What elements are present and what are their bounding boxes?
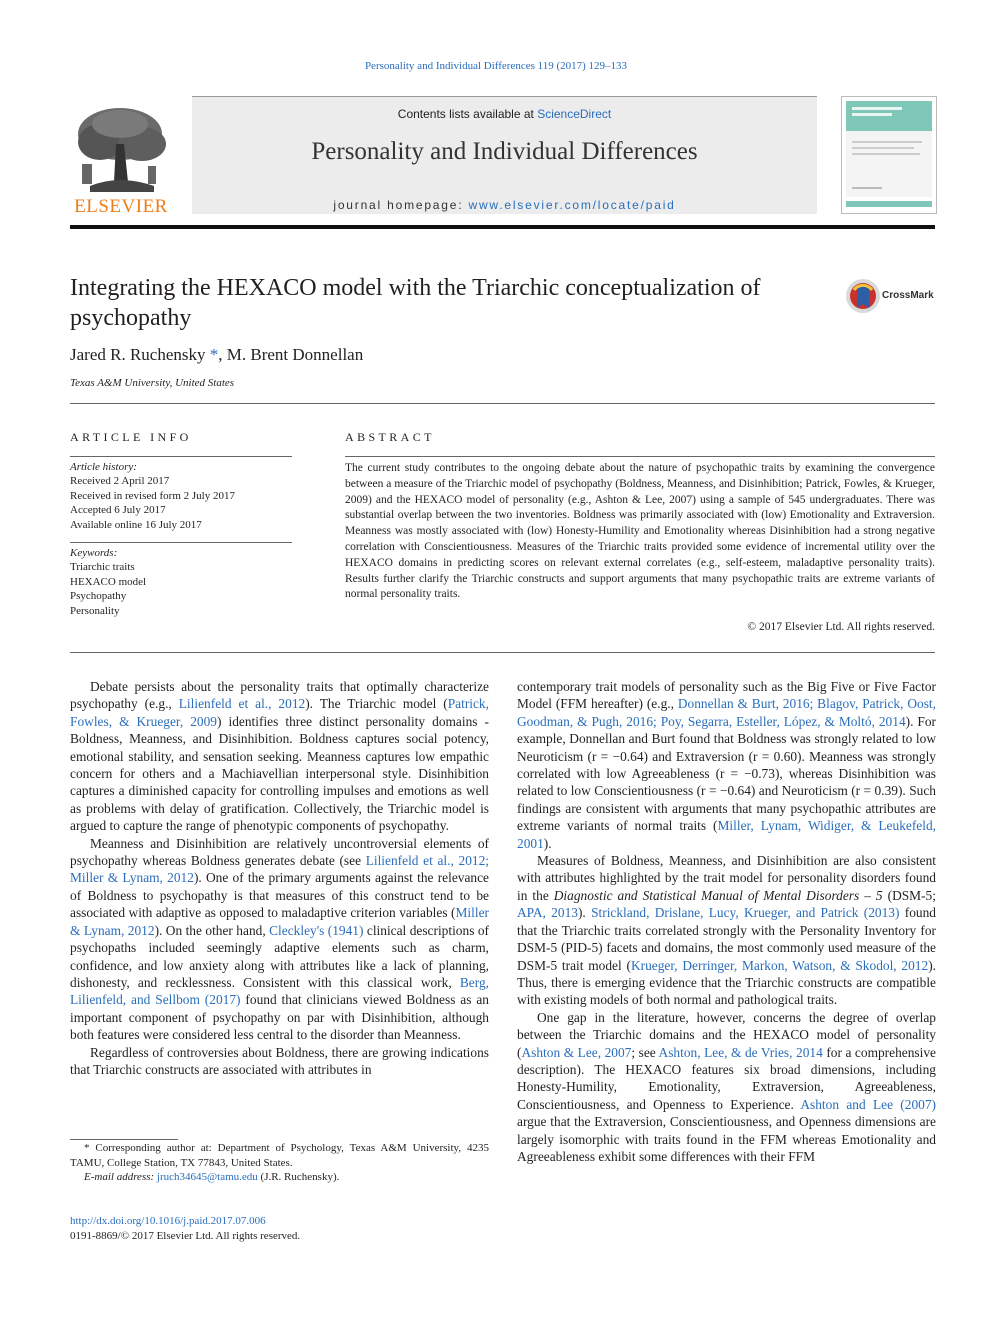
citation-link[interactable]: Berg, Lilienfeld, and Sellbom (2017) bbox=[70, 974, 489, 1008]
paragraph: contemporary trait models of personality such as the Big Five or Five Factor Model (FFM hereafter) (e.g., Donnellan & Burt, 2016; Blagov, Patrick, Oost, Goodman, & Pugh, 2016; Poy, Segarra, Esteller, López, & Moltó, 2014). For example, Donnellan and Burt found that Boldness was strongly related to low Neuroticism (r = −0.64) and Extraversion (r = 0.60). Meanness was strongly correlated with low Agreeableness (r = −0.73), whereas Disinhibition was related to low Conscientiousness (r = −0.64) and Neuroticism (r = 0.39). Such findings are consistent with arguments that many psychopathic attributes are extreme variants of normal traits (Miller, Lynam, Widiger, & Leukefeld, 2001). bbox=[517, 679, 936, 851]
body-column-right bbox=[517, 678, 936, 1165]
citation-link[interactable]: Lilienfeld et al., 2012 bbox=[178, 696, 306, 712]
citation-link[interactable]: Cleckley's (1941) bbox=[269, 922, 364, 938]
author-donnellan: M. Brent Donnellan bbox=[226, 345, 364, 364]
keyword-item: Triarchic traits bbox=[70, 561, 135, 574]
article-info-heading: ARTICLE INFO bbox=[70, 430, 192, 444]
paragraph: Regardless of controversies about Boldness, there are growing indications that Triarchic constructs are associated with attributes in bbox=[70, 1044, 489, 1077]
citation-link[interactable]: APA, 2013 bbox=[517, 905, 578, 921]
author-ruchensky: Jared R. Ruchensky bbox=[70, 345, 206, 364]
keyword-item: Psychopathy bbox=[70, 590, 127, 603]
abstract-text: The current study contributes to the ongoing debate about the nature of psychopathic traits by examining the convergence between a measure of the Triarchic model of psychopathy (Boldness, Meanness, and Disinhibition; Patrick, Fowles, & Krueger, 2009) and the HEXACO model of personality (e.g., Ashton & Lee, 2007) using a sample of 545 undergraduates. There was substantial overlap between the two inventories. Boldness was primarily associated with (low) Emotionality and Extraversion. Meanness was mostly associated with (low) Honesty-Humility and Emotionality whereas Disinhibition had a strong negative correlation with Conscientiousness. Measures of the Triarchic traits provided some evidence of incremental utility over the HEXACO domains in predicting scores on relevant external correlates (e.g., self-esteem, maladaptive personality traits). Results further clarify the Triarchic constructs and support arguments that many psychopathic traits are extreme variants of normal personality traits. bbox=[345, 462, 935, 601]
title-divider bbox=[70, 403, 935, 404]
contents-availability bbox=[192, 107, 817, 121]
footnote-divider bbox=[70, 1139, 178, 1140]
issn-copyright: 0191-8869/© 2017 Elsevier Ltd. All rights reserved. bbox=[70, 1230, 301, 1242]
citation-link[interactable]: Donnellan & Burt, 2016; Blagov, Patrick, Oost, Goodman, & Pugh, 2016; Poy, Segarra, Esteller, López, & Moltó, 2014 bbox=[517, 696, 936, 729]
citation-link[interactable]: Ashton, Lee, & de Vries, 2014 bbox=[658, 1044, 823, 1060]
citation-link[interactable]: Ashton and Lee (2007) bbox=[800, 1096, 936, 1112]
footnote bbox=[70, 1141, 489, 1185]
history-online: Available online 16 July 2017 bbox=[70, 518, 202, 531]
journal-homepage-link[interactable]: www.elsevier.com/locate/paid bbox=[468, 198, 676, 212]
elsevier-wordmark: ELSEVIER bbox=[74, 196, 168, 217]
citation-link[interactable]: Patrick, Fowles, & Krueger, 2009 bbox=[70, 696, 489, 729]
body-divider bbox=[70, 652, 935, 653]
journal-title: Personality and Individual Differences bbox=[311, 138, 698, 165]
article-title: Integrating the HEXACO model with the Triarchic conceptualization of psychopathy bbox=[70, 275, 761, 331]
abstract-heading: ABSTRACT bbox=[345, 430, 435, 444]
citation-link[interactable]: Miller, Lynam, Widiger, & Leukefeld, 2001 bbox=[517, 818, 936, 851]
history-revised: Received in revised form 2 July 2017 bbox=[70, 489, 235, 502]
contents-prefix: Contents lists available at bbox=[397, 107, 538, 121]
paragraph: Measures of Boldness, Meanness, and Disinhibition are also consistent with attributes highlighted by the trait model for personality disorders found in the Diagnostic and Statistical Manual of Mental Disorders – 5 (DSM-5; APA, 2013). Strickland, Drislane, Lucy, Krueger, and Patrick (2013) found that the Triarchic traits correlated strongly with the Personality Inventory for DSM-5 (PID-5) facets and domains, the most commonly used measure of the DSM-5 trait model (Krueger, Derringer, Markon, Watson, & Skodol, 2012). Thus, there is emerging evidence that the Triarchic constructs are compatible with existing models of both normal and pathological traits. bbox=[517, 853, 937, 1008]
history-label: Article history: bbox=[70, 461, 137, 473]
paragraph: One gap in the literature, however, concerns the degree of overlap between the Triarchic domains and the HEXACO model of personality (Ashton & Lee, 2007; see Ashton, Lee, & de Vries, 2014 for a comprehensive description). The HEXACO features six broad dimensions, including Honesty-Humility, Emotionality, Extraversion, Agreeableness, Conscientiousness, and Openness to Experience. Ashton and Lee (2007) argue that the Extraversion, Conscientiousness, and Openness dimensions are largely isomorphic with traits found in the FFM whereas Emotionality and Agreeableness exhibit some differences with their FFM bbox=[517, 1009, 936, 1164]
article-history bbox=[70, 460, 292, 532]
crossmark-label: CrossMark bbox=[882, 290, 934, 301]
history-accepted: Accepted 6 July 2017 bbox=[70, 504, 166, 517]
affiliation: Texas A&M University, United States bbox=[70, 377, 235, 389]
paragraph: Debate persists about the personality traits that optimally characterize psychopathy (e.g., Lilienfeld et al., 2012). The Triarchic model (Patrick, Fowles, & Krueger, 2009) identifies three distinct personality domains - Boldness, Meanness, and Disinhibition. Boldness captures social potency, emotional stability, and sensation seeking. Meanness captures low empathic concern for others and a Machiavellian interpersonal style. Disinhibition captures a diminished capacity for controlling impulses and emotions as well as problems with delay of gratification. Collectively, the Triarchic model is argued to capture the range of phenotypic components of psychopathy. bbox=[70, 679, 489, 834]
email-note: E-mail address: jruch34645@tamu.edu (J.R. Ruchensky). bbox=[84, 1171, 340, 1183]
article-info-divider bbox=[70, 456, 292, 457]
author-list bbox=[70, 345, 363, 365]
citation-link[interactable]: Lilienfeld et al., 2012; Miller & Lynam, 2012 bbox=[70, 853, 489, 886]
email-label: E-mail address: bbox=[84, 1171, 157, 1183]
corresponding-author-mark[interactable]: * bbox=[209, 345, 219, 364]
corresponding-author-note: * Corresponding author at: Department of Psychology, Texas A&M University, 4235 TAMU, College Station, TX 77843, United States. bbox=[70, 1142, 489, 1169]
keywords-label: Keywords: bbox=[70, 547, 118, 559]
citation-link[interactable]: Krueger, Derringer, Markon, Watson, & Skodol, 2012 bbox=[630, 957, 929, 973]
abstract-divider bbox=[345, 456, 935, 457]
journal-reference-link[interactable]: Personality and Individual Differences 119 (2017) 129–133 bbox=[364, 60, 628, 72]
keywords-divider bbox=[70, 542, 292, 543]
citation-link[interactable]: Ashton & Lee, 2007 bbox=[521, 1044, 632, 1060]
author-email-link[interactable]: jruch34645@tamu.edu bbox=[156, 1171, 258, 1183]
journal-cover-thumbnail[interactable] bbox=[841, 96, 937, 214]
paragraph: Meanness and Disinhibition are relatively uncontroversial elements of psychopathy whereas Boldness generates debate (see Lilienfeld et al., 2012; Miller & Lynam, 2012). One of the primary arguments against the relevance of Boldness to psychopathy is that measures of this construct tend to be associated with adaptive as opposed to maladaptive criterion variables (Miller & Lynam, 2012). On the other hand, Cleckley's (1941) clinical descriptions of psychopaths included seemingly adaptive elements such as charm, confidence, and low anxiety along with attributes like a lack of planning, dishonesty, and recklessness. Consistent with this classical work, Berg, Lilienfeld, and Sellbom (2017) found that clinicians viewed Boldness as an important component of psychopathy on par with Disinhibition, although both features were considered less central to the disorder than Meanness. bbox=[70, 835, 489, 1043]
abstract-copyright: © 2017 Elsevier Ltd. All rights reserved. bbox=[747, 621, 935, 633]
footnote-mark: * bbox=[84, 1142, 90, 1154]
citation-link[interactable]: Miller & Lynam, 2012 bbox=[70, 905, 489, 938]
keywords bbox=[70, 546, 292, 618]
doi-link[interactable]: http://dx.doi.org/10.1016/j.paid.2017.07.006 bbox=[70, 1215, 266, 1227]
history-received: Received 2 April 2017 bbox=[70, 475, 170, 488]
author-separator: , bbox=[218, 345, 227, 364]
homepage-prefix: journal homepage: bbox=[333, 198, 469, 212]
citation-link[interactable]: Strickland, Drislane, Lucy, Krueger, and Patrick (2013) bbox=[591, 905, 900, 921]
sciencedirect-link[interactable]: ScienceDirect bbox=[537, 107, 612, 121]
body-column-left bbox=[70, 678, 489, 1078]
header-divider bbox=[70, 225, 935, 229]
keyword-item: HEXACO model bbox=[70, 575, 147, 588]
keyword-item: Personality bbox=[70, 604, 120, 617]
journal-homepage bbox=[192, 198, 817, 212]
